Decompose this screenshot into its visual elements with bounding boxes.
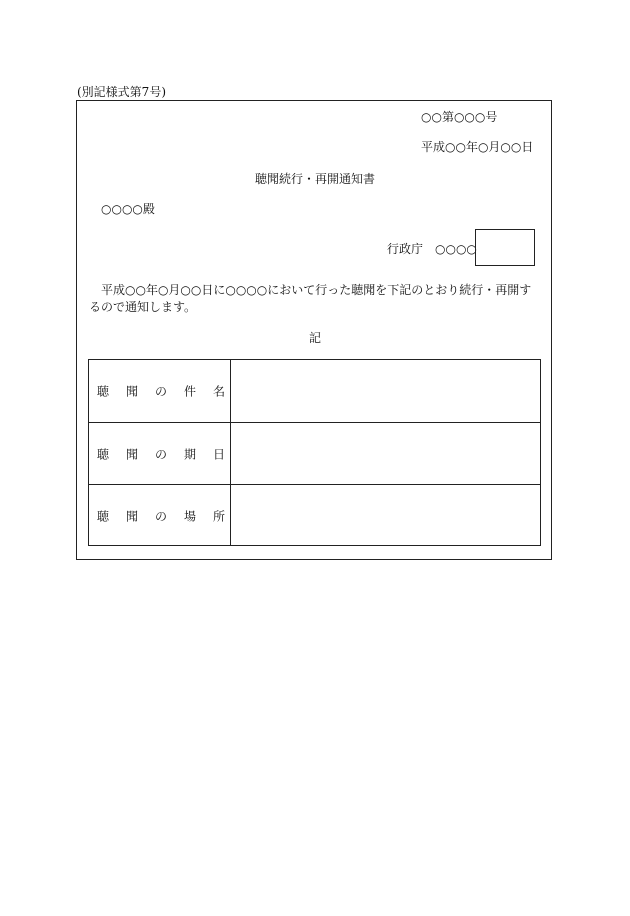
row-label: 聴 聞 の 件 名 <box>97 384 225 399</box>
table-row <box>89 422 540 485</box>
ki-heading: 記 <box>308 331 321 345</box>
body-text: 平成○○年○月○○日に○○○○において行った聴聞を下記のとおり続行・再開するので通知します。 <box>89 283 532 314</box>
row-label: 聴 聞 の 期 日 <box>97 447 225 462</box>
seal-box <box>475 229 535 266</box>
issue-date: 平成○○年○月○○日 <box>421 140 534 154</box>
document-number: ○○第○○○号 <box>421 110 498 124</box>
details-table <box>88 359 541 546</box>
row-value-cell <box>231 360 540 422</box>
row-value-cell <box>231 485 540 546</box>
form-number-label: (別記様式第7号) <box>77 85 166 99</box>
sender-agency: 行政庁 ○○○○ <box>387 242 477 256</box>
row-label-cell <box>89 360 231 422</box>
table-row <box>89 360 540 422</box>
row-value-cell <box>231 423 540 485</box>
table-row <box>89 484 540 546</box>
addressee: ○○○○殿 <box>101 202 155 216</box>
row-label: 聴 聞 の 場 所 <box>97 509 225 523</box>
row-label-cell <box>89 485 231 546</box>
row-label-cell <box>89 423 231 485</box>
document-title: 聴聞続行・再開通知書 <box>254 172 375 186</box>
